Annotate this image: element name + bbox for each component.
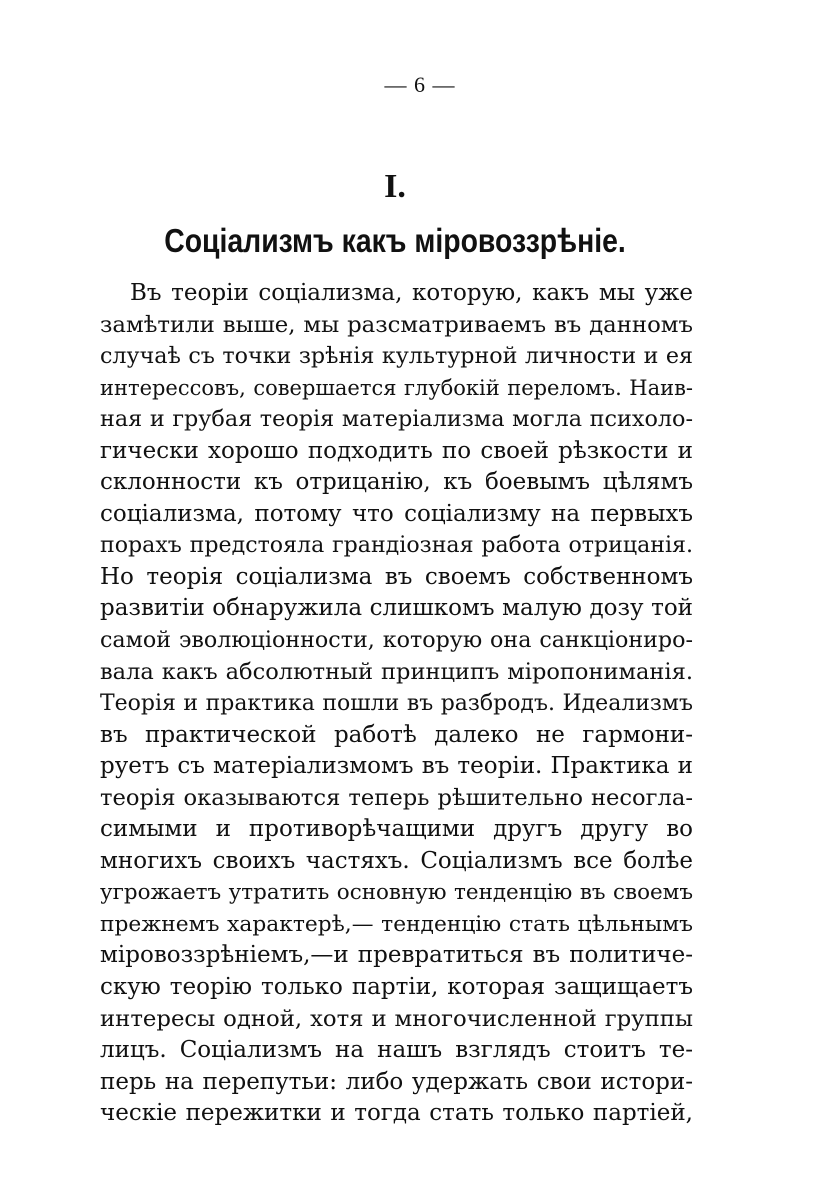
text-line: порахъ предстояла грандіозная работа отрицанія. xyxy=(100,532,693,559)
text-line: міровоззрѣніемъ,—и превратиться въ политиче- xyxy=(100,942,693,969)
text-line: интерессовъ, совершается глубокій переломъ. Наив- xyxy=(100,375,693,400)
text-line: симыми и противорѣчащими другъ другу во xyxy=(100,816,693,843)
text-line: многихъ своихъ частяхъ. Соціализмъ все болѣе xyxy=(100,847,693,874)
text-line: ная и грубая теорія матеріализма могла психоло- xyxy=(100,406,693,433)
text-line: Въ теоріи соціализма, которую, какъ мы уже xyxy=(130,280,693,306)
text-line: ческіе пережитки и тогда стать только партіей, xyxy=(100,1100,693,1127)
text-line: соціализма, потому что соціализму на первыхъ xyxy=(100,500,693,527)
text-line: Теорія и практика пошли въ разбродъ. Идеализмъ xyxy=(100,691,693,717)
text-line: перь на перепутьи: либо удержать свои истори- xyxy=(100,1068,693,1095)
text-line: лицъ. Соціализмъ на нашъ взглядъ стоитъ те- xyxy=(100,1037,693,1064)
text-line: развитіи обнаружила слишкомъ малую дозу той xyxy=(100,595,693,622)
text-line: прежнемъ характерѣ,— тенденцію стать цѣльнымъ xyxy=(100,911,693,937)
text-line: замѣтили выше, мы разсматриваемъ въ данномъ xyxy=(100,311,693,338)
text-line: руетъ съ матеріализмомъ въ теоріи. Практика и xyxy=(100,753,693,780)
text-line: случаѣ съ точки зрѣнія культурной личности и ея xyxy=(100,343,693,370)
chapter-title: Соціализмъ какъ міровоззрѣніе. xyxy=(164,222,626,259)
text-line: склонности къ отрицанію, къ боевымъ цѣлямъ xyxy=(100,469,693,496)
chapter-numeral: I. xyxy=(384,168,406,205)
text-line: Но теорія соціализма въ своемъ собственномъ xyxy=(100,563,693,590)
text-line: вала какъ абсолютный принципъ міропониманія. xyxy=(100,658,693,685)
page-number: — 6 — xyxy=(384,72,456,97)
text-line: интересы одной, хотя и многочисленной группы xyxy=(100,1005,693,1032)
text-line: теорія оказываются теперь рѣшительно несогла- xyxy=(100,784,693,811)
text-line: скую теорію только партіи, которая защищаетъ xyxy=(100,974,693,1001)
body-paragraph xyxy=(100,278,693,1130)
text-line: гически хорошо подходить по своей рѣзкости и xyxy=(100,437,693,464)
text-line: въ практической работѣ далеко не гармони- xyxy=(100,721,693,748)
text-line: самой эволюціонности, которую она санкціониро- xyxy=(100,627,693,654)
text-line: угрожаетъ утратить основную тенденцію въ своемъ xyxy=(100,880,693,906)
